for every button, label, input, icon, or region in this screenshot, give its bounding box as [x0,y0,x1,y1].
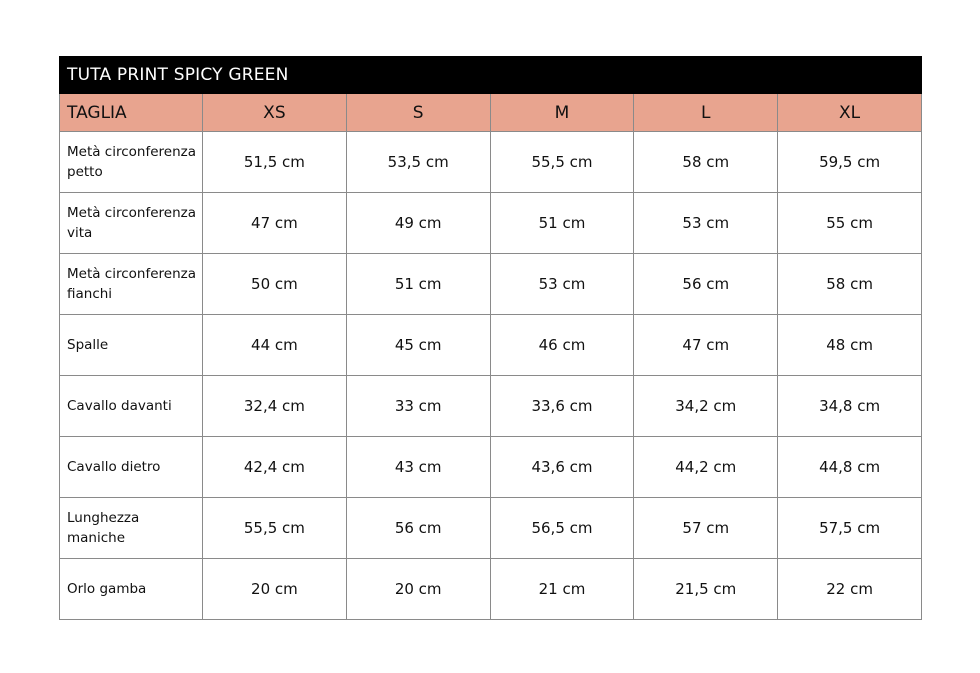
table-cell: 47 cm [634,315,778,376]
table-row [60,254,922,315]
table-cell: 42,4 cm [203,437,347,498]
table-cell: 58 cm [778,254,922,315]
table-cell: 21,5 cm [634,559,778,620]
header-size-l: L [634,94,778,132]
table-cell: 45 cm [346,315,490,376]
table-cell: 53 cm [634,193,778,254]
table-cell: 34,2 cm [634,376,778,437]
table-title: TUTA PRINT SPICY GREEN [60,57,922,94]
table-cell: 57,5 cm [778,498,922,559]
table-row [60,376,922,437]
row-label: Lunghezza maniche [60,498,203,559]
table-row [60,132,922,193]
table-cell: 21 cm [490,559,634,620]
title-row [60,57,922,94]
table-cell: 33 cm [346,376,490,437]
row-label: Metà circonferenza vita [60,193,203,254]
table-cell: 22 cm [778,559,922,620]
table-cell: 46 cm [490,315,634,376]
table-cell: 43 cm [346,437,490,498]
row-label: Spalle [60,315,203,376]
table-row [60,559,922,620]
table-cell: 33,6 cm [490,376,634,437]
table-cell: 53 cm [490,254,634,315]
table-cell: 44 cm [203,315,347,376]
table-cell: 20 cm [346,559,490,620]
table-cell: 32,4 cm [203,376,347,437]
row-label: Cavallo dietro [60,437,203,498]
table-cell: 51 cm [490,193,634,254]
table-cell: 34,8 cm [778,376,922,437]
table-cell: 43,6 cm [490,437,634,498]
table-cell: 44,8 cm [778,437,922,498]
table-cell: 51,5 cm [203,132,347,193]
table-cell: 58 cm [634,132,778,193]
table-cell: 56 cm [634,254,778,315]
table-cell: 20 cm [203,559,347,620]
table-row [60,315,922,376]
header-label-taglia: TAGLIA [60,94,203,132]
header-size-s: S [346,94,490,132]
table-cell: 55,5 cm [490,132,634,193]
table-cell: 50 cm [203,254,347,315]
table-row [60,437,922,498]
table-cell: 55,5 cm [203,498,347,559]
table-cell: 57 cm [634,498,778,559]
table-cell: 51 cm [346,254,490,315]
size-chart-table [59,56,922,620]
header-row [60,94,922,132]
table-cell: 53,5 cm [346,132,490,193]
table-cell: 56 cm [346,498,490,559]
row-label: Metà circonferenza fianchi [60,254,203,315]
row-label: Cavallo davanti [60,376,203,437]
table-row [60,498,922,559]
row-label: Orlo gamba [60,559,203,620]
row-label: Metà circonferenza petto [60,132,203,193]
table-cell: 47 cm [203,193,347,254]
header-size-m: M [490,94,634,132]
table-cell: 56,5 cm [490,498,634,559]
table-cell: 55 cm [778,193,922,254]
table-cell: 59,5 cm [778,132,922,193]
header-size-xs: XS [203,94,347,132]
table-cell: 44,2 cm [634,437,778,498]
table-row [60,193,922,254]
table-cell: 48 cm [778,315,922,376]
header-size-xl: XL [778,94,922,132]
table-cell: 49 cm [346,193,490,254]
